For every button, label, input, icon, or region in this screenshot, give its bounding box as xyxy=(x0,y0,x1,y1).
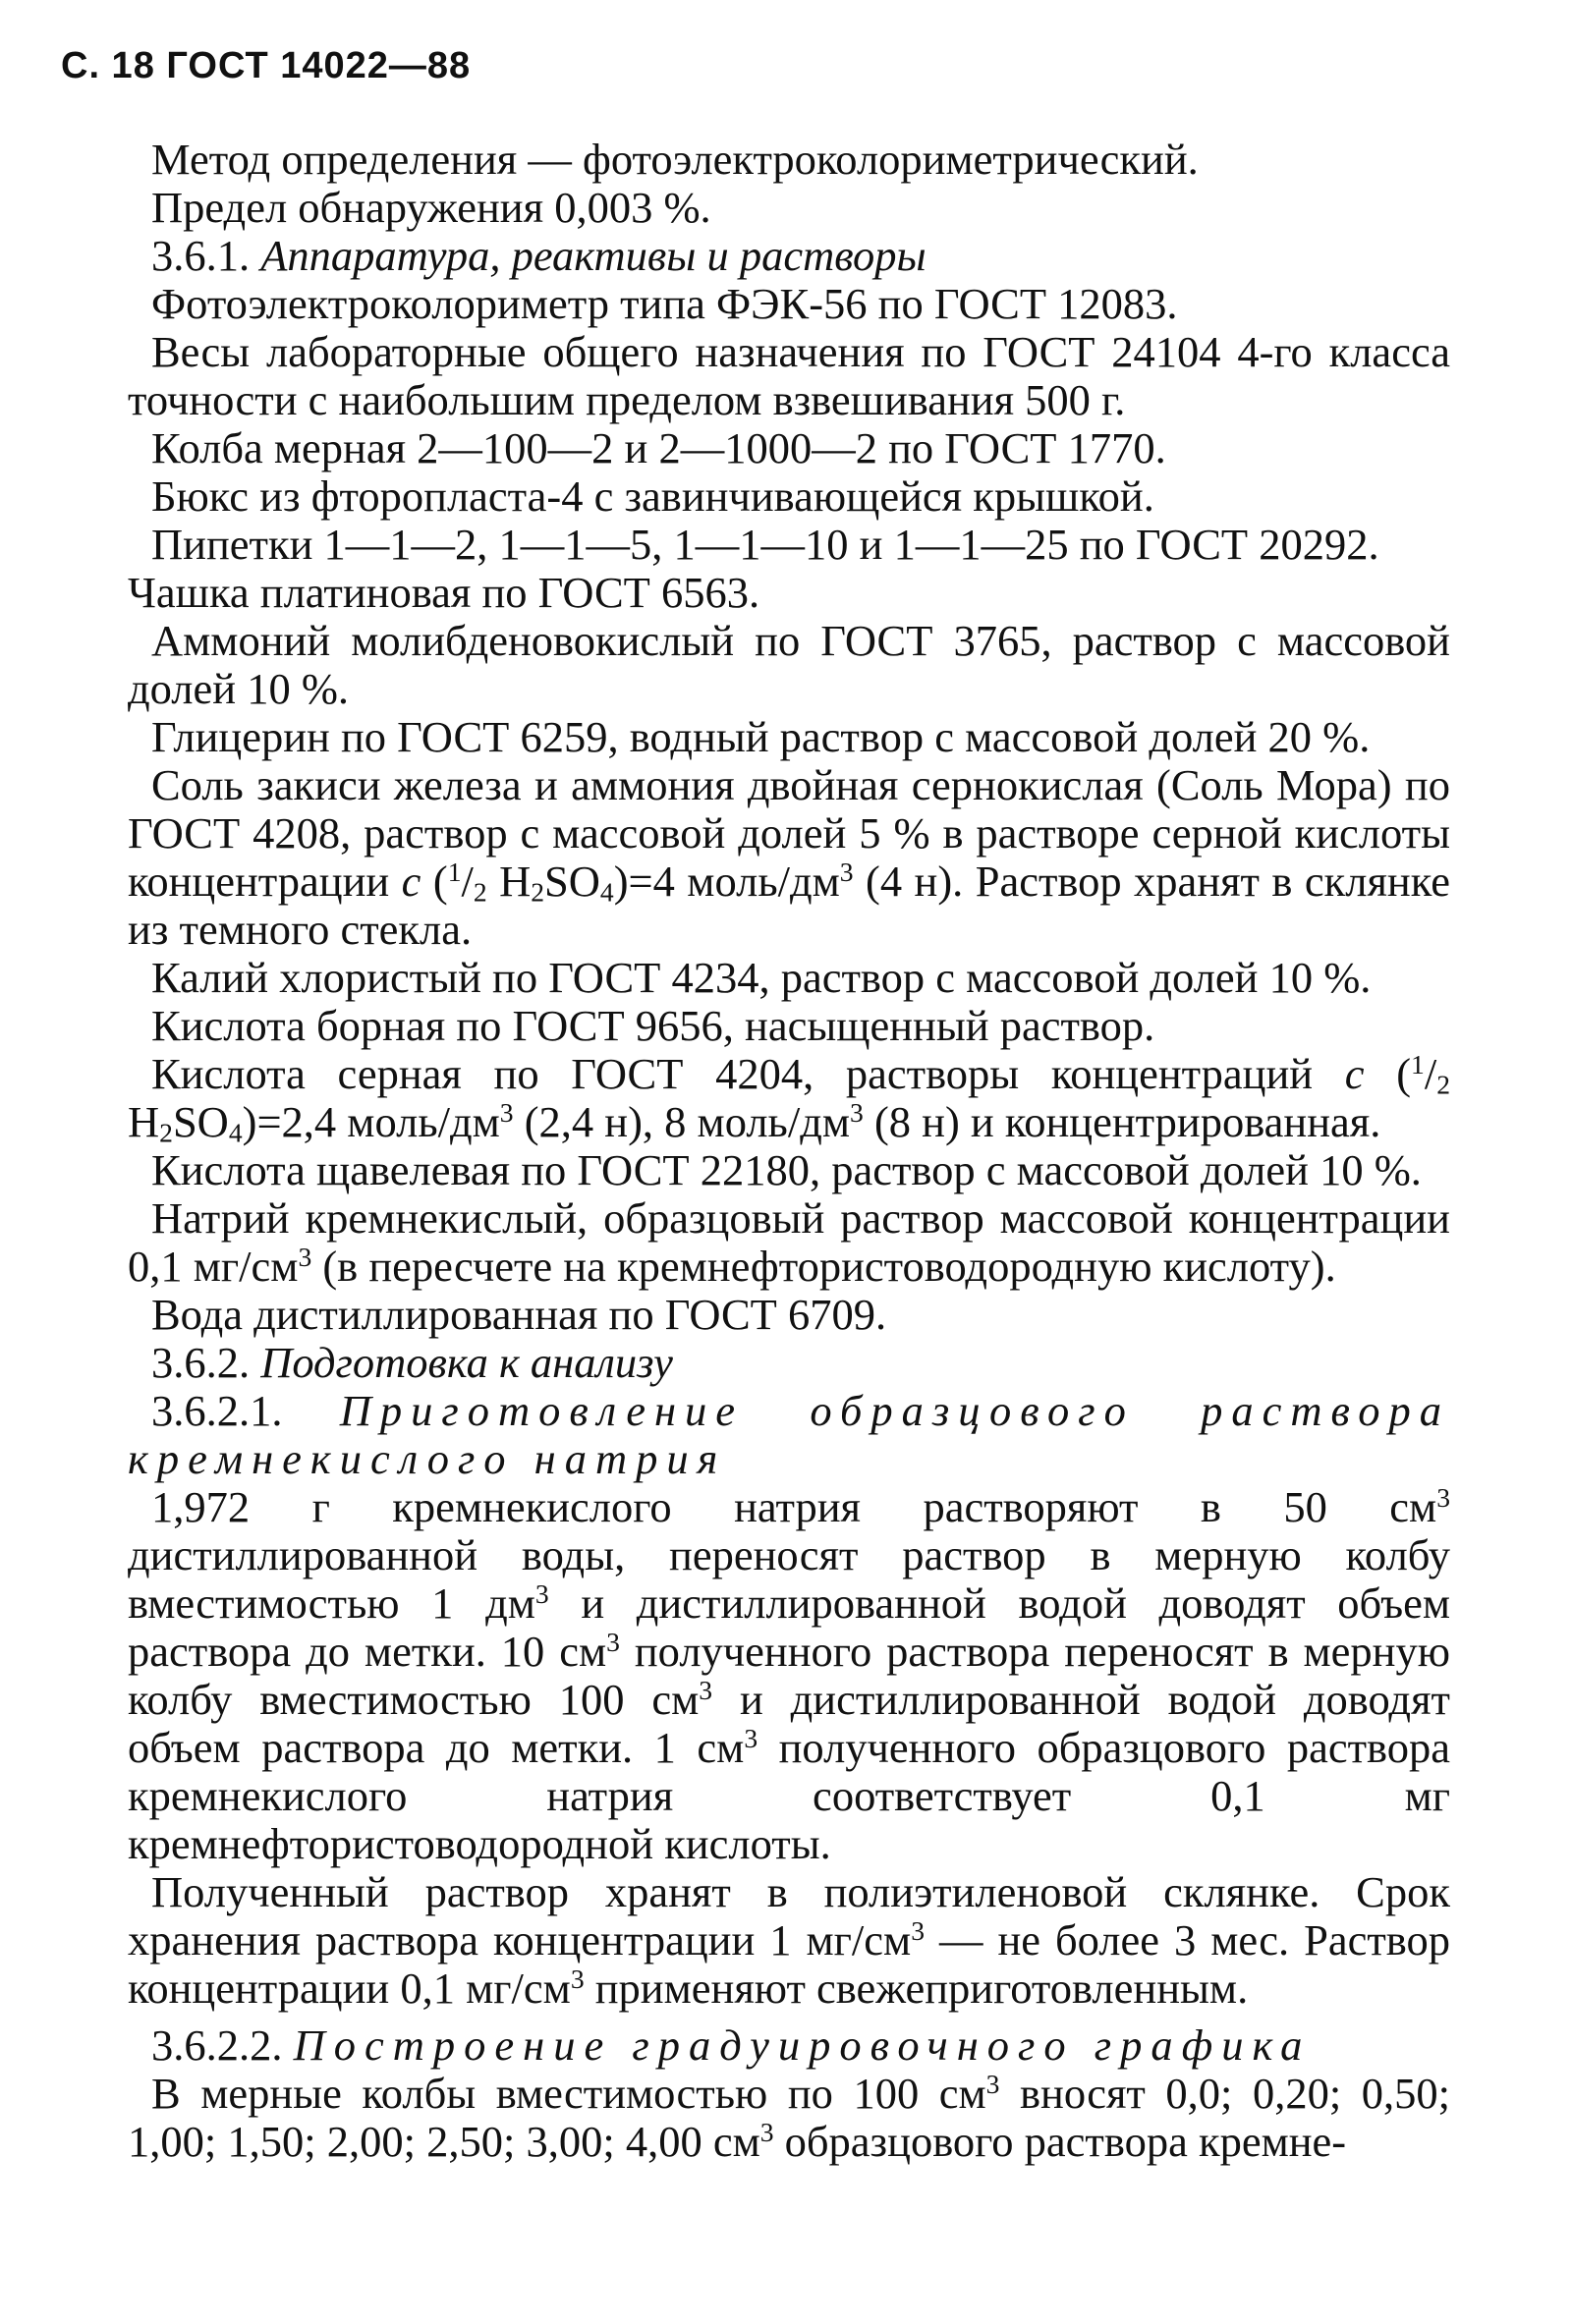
text-run: Соль закиси железа и аммония двойная сернокислая (Соль Мора) по ГОСТ 4208, раствор с массовой долей 5 % в растворе серной кислоты концентрации xyxy=(128,760,1450,906)
paragraph-pipettes: Пипетки 1—1—2, 1—1—5, 1—1—10 и 1—1—25 по ГОСТ 20292. xyxy=(151,520,1379,569)
text-run: ( xyxy=(1364,1049,1412,1098)
fraction-numerator: 1 xyxy=(1411,1048,1425,1079)
text-run: )=2,4 моль/дм xyxy=(242,1097,500,1146)
text-run: (2,4 н), 8 моль/дм xyxy=(513,1097,851,1146)
page-header: С. 18 ГОСТ 14022—88 xyxy=(61,45,472,86)
superscript: 3 xyxy=(744,1722,758,1753)
superscript: 3 xyxy=(499,1096,514,1128)
paragraph-oxalic-acid: Кислота щавелевая по ГОСТ 22180, раствор с массовой долей 10 %. xyxy=(151,1145,1422,1194)
paragraph-flask: Колба мерная 2—100—2 и 2—1000—2 по ГОСТ 1770. xyxy=(151,423,1166,472)
superscript: 3 xyxy=(298,1241,312,1272)
paragraph-preparation xyxy=(128,1483,1450,1868)
superscript: 3 xyxy=(1436,1481,1450,1513)
text-run: Натрий кремнекислый, образцовый раствор массовой концентрации 0,1 мг/см xyxy=(128,1193,1450,1291)
text-run: SO xyxy=(544,857,600,906)
text-run: ( xyxy=(421,857,448,906)
superscript: 3 xyxy=(570,1963,585,1994)
text-run: Полученный раствор хранят в полиэтиленовой склянке. Срок хранения раствора концентрации 1 мг/см xyxy=(128,1867,1450,1964)
section-heading-3-6-2-2 xyxy=(128,2021,1450,2070)
subscript: 4 xyxy=(599,876,614,908)
fraction-denominator: 2 xyxy=(1436,1069,1450,1100)
text-run: В мерные колбы вместимостью по 100 см xyxy=(151,2069,986,2118)
paragraph-mohr-salt xyxy=(128,761,1450,954)
text-run: и дистиллированной водой доводят объем раствора до метки. 10 см xyxy=(128,1578,1451,1676)
superscript: 3 xyxy=(850,1096,864,1128)
text-run: Кислота серная по ГОСТ 4204, растворы концентраций xyxy=(151,1049,1345,1098)
paragraph-potassium-chloride: Калий хлористый по ГОСТ 4234, раствор с массовой долей 10 %. xyxy=(151,953,1372,1002)
section-heading-3-6-2 xyxy=(128,1339,1450,1387)
paragraph-weighing-bottle: Бюкс из фторопласта-4 с завинчивающейся крышкой. xyxy=(151,471,1154,521)
section-number: 3.6.2. xyxy=(151,1338,251,1387)
fraction-denominator: 2 xyxy=(473,876,487,908)
superscript: 3 xyxy=(839,856,854,887)
subscript: 4 xyxy=(228,1117,243,1148)
text-run: образцового раствора кремне- xyxy=(773,2117,1347,2166)
text-run: (4 н). Раствор хранят в склянке из темного стекла. xyxy=(128,857,1450,954)
paragraph-calibration xyxy=(128,2070,1450,2166)
section-number: 3.6.2.1. xyxy=(151,1386,283,1435)
text-run: вносят 0,0; 0,20; 0,50; 1,00; 1,50; 2,00; 2,50; 3,00; 4,00 см xyxy=(128,2069,1450,2166)
text-run: )=4 моль/дм xyxy=(613,857,840,906)
paragraph-distilled-water: Вода дистиллированная по ГОСТ 6709. xyxy=(151,1290,887,1339)
paragraph-scales: Весы лабораторные общего назначения по ГОСТ 24104 4-го класса точности с наибольшим пределом взвешивания 500 г. xyxy=(128,327,1450,424)
paragraph-boric-acid: Кислота борная по ГОСТ 9656, насыщенный раствор. xyxy=(151,1001,1155,1050)
subscript: 2 xyxy=(531,876,545,908)
paragraph-sodium-silicate xyxy=(128,1194,1450,1291)
text-run: H xyxy=(128,1097,160,1146)
superscript: 3 xyxy=(534,1577,549,1609)
superscript: 3 xyxy=(985,2068,1000,2099)
section-title: Приготовление образцового раствора кремнекислого натрия xyxy=(128,1386,1450,1483)
section-number: 3.6.2.2. xyxy=(151,2020,283,2070)
text-run: применяют свежеприготовленным. xyxy=(584,1964,1249,2013)
text-run: дистиллированной воды, переносят раствор в мерную колбу вместимостью 1 дм xyxy=(128,1530,1450,1628)
fraction-numerator: 1 xyxy=(447,856,462,887)
section-heading-3-6-2-1 xyxy=(128,1387,1450,1483)
paragraph-photocolorimeter: Фотоэлектроколориметр типа ФЭК-56 по ГОСТ 12083. xyxy=(151,279,1178,328)
section-title: Построение градуировочного графика xyxy=(293,2020,1312,2070)
paragraph-storage xyxy=(128,1868,1450,2013)
text-run: полученного раствора переносят в мерную колбу вместимостью 100 см xyxy=(128,1627,1450,1724)
superscript: 3 xyxy=(911,1914,925,1946)
concentration-symbol: с xyxy=(1344,1049,1365,1098)
text-run: (8 н) и концентрированная. xyxy=(863,1097,1381,1146)
text-run: SO xyxy=(172,1097,229,1146)
paragraph-method: Метод определения — фотоэлектроколориметрический. xyxy=(151,135,1199,184)
text-run: 1,972 г кремнекислого натрия растворяют в 50 см xyxy=(151,1482,1437,1531)
subscript: 2 xyxy=(159,1117,173,1148)
text-run: H xyxy=(486,857,532,906)
text-run: (в пересчете на кремнефтористоводородную кислоту). xyxy=(311,1242,1336,1291)
paragraph-detection-limit: Предел обнаружения 0,003 %. xyxy=(151,183,711,232)
document-body xyxy=(128,136,1450,2166)
concentration-symbol: с xyxy=(401,857,421,906)
section-number: 3.6.1. xyxy=(151,231,251,280)
text-run: / xyxy=(1424,1049,1437,1098)
paragraph-platinum-dish: Чашка платиновая по ГОСТ 6563. xyxy=(128,568,760,617)
superscript: 3 xyxy=(699,1674,713,1705)
section-title: Аппаратура, реактивы и растворы xyxy=(260,231,926,280)
superscript: 3 xyxy=(759,2116,774,2147)
paragraph-glycerin: Глицерин по ГОСТ 6259, водный раствор с массовой долей 20 %. xyxy=(151,712,1371,761)
superscript: 3 xyxy=(606,1626,620,1657)
paragraph-sulfuric-acid xyxy=(128,1050,1450,1146)
section-title: Подготовка к анализу xyxy=(260,1338,673,1387)
text-run: полученного образцового раствора кремнекислого натрия соответствует 0,1 мг кремнефтористоводородной кислоты. xyxy=(128,1723,1450,1868)
section-heading-3-6-1 xyxy=(128,232,1450,280)
text-run: и дистиллированной водой доводят объем раствора до метки. 1 см xyxy=(128,1675,1450,1772)
text-run: — не более 3 мес. Раствор концентрации 0,1 мг/см xyxy=(128,1915,1451,2013)
text-run: / xyxy=(461,857,474,906)
paragraph-ammonium-molybdate: Аммоний молибденовокислый по ГОСТ 3765, раствор с массовой долей 10 %. xyxy=(128,616,1450,713)
